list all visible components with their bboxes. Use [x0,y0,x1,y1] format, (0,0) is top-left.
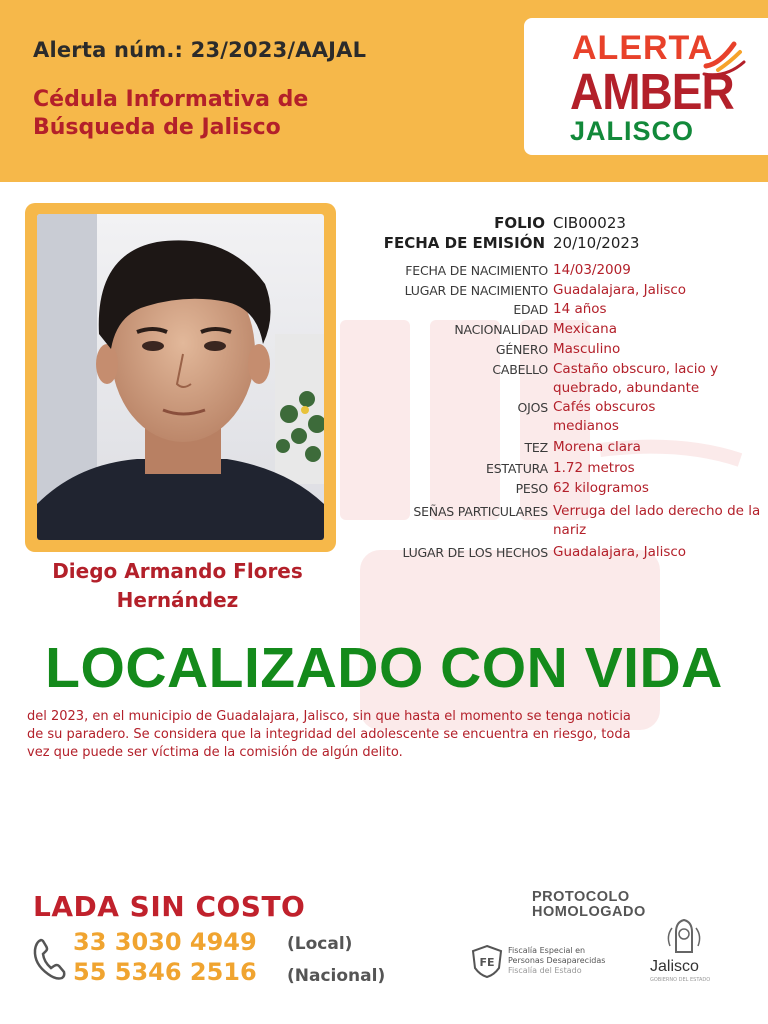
photo-frame [25,203,336,552]
folio-label: FOLIO [494,214,545,232]
signal-waves-icon [700,34,746,80]
logo-alerta-text: ALERTA [572,29,714,67]
jalisco-subtitle: GOBIERNO DEL ESTADO [650,977,711,983]
fiscalia-text [508,946,638,976]
field-label: PESO [515,481,548,496]
field-label: CABELLO [492,362,548,377]
field-value: Mexicana [553,321,617,337]
protocolo-line2: HOMOLOGADO [532,904,646,920]
field-label: LUGAR DE LOS HECHOS [402,545,548,560]
fiscalia-line2: Personas Desaparecidas [508,956,606,965]
field-value: 62 kilogramos [553,480,649,496]
field-value: 14/03/2009 [553,262,631,278]
fiscalia-line3: Fiscalía del Estado [508,966,582,975]
phone-national-number[interactable]: 55 5346 2516 [73,958,257,986]
status-localizado-banner: LOCALIZADO CON VIDA [45,636,723,700]
fiscalia-badge-text: FE [479,956,495,969]
protocolo-homologado [532,890,646,920]
fiscalia-line1: Fiscalía Especial en [508,946,586,955]
alerta-amber-logo [524,18,768,155]
field-label: TEZ [524,440,548,455]
person-name [0,557,355,615]
lada-sin-costo-title: LADA SIN COSTO [33,890,306,923]
person-photo [37,214,324,540]
field-value: Guadalajara, Jalisco [553,282,687,298]
field-label: NACIONALIDAD [454,322,548,337]
person-portrait-image [37,214,324,540]
field-value: Castaño obscuro, lacio y quebrado, abundante [553,361,719,396]
field-label: FECHA DE NACIMIENTO [405,263,548,278]
case-description [27,708,742,762]
field-value: 14 años [553,301,607,317]
jalisco-seal-icon [662,916,706,956]
description-line3: vez que puede ser víctima de la comisión de algún delito. [27,745,403,760]
field-label: SEÑAS PARTICULARES [413,504,548,519]
header-banner [0,0,768,182]
fecha-emision-label: FECHA DE EMISIÓN [383,234,545,252]
alert-number: Alerta núm.: 23/2023/AAJAL [33,38,367,62]
folio-value: CIB00023 [553,214,626,232]
phone-local-tag: (Local) [287,934,353,954]
phone-icon [32,936,68,982]
field-label: GÉNERO [495,342,548,357]
jalisco-wordmark: Jalisco [650,958,699,975]
field-label: LUGAR DE NACIMIENTO [404,283,548,298]
cedula-title [33,86,308,142]
field-label: ESTATURA [486,461,548,476]
field-value: Verruga del lado derecho de la nariz [553,503,761,538]
phone-national-tag: (Nacional) [287,966,386,986]
person-name-line2: Hernández [116,588,239,612]
cedula-title-line1: Cédula Informativa de [33,87,309,112]
field-value: Masculino [553,341,621,357]
fecha-emision-value: 20/10/2023 [553,234,640,252]
logo-jalisco-text: JALISCO [570,116,695,146]
fiscalia-shield-icon [470,944,504,978]
field-value: Morena clara [553,439,641,455]
description-line2: de su paradero. Se considera que la integridad del adolescente se encuentra en riesgo, toda [27,727,631,742]
cedula-title-line2: Búsqueda de Jalisco [33,115,281,140]
field-label: OJOS [517,400,548,415]
field-value: 1.72 metros [553,460,635,476]
logo-amber-text: AMBER [570,62,734,121]
description-line1: del 2023, en el municipio de Guadalajara, Jalisco, sin que hasta el momento se tenga noticia [27,709,631,724]
field-value: Guadalajara, Jalisco [553,544,687,560]
field-label: EDAD [513,302,548,317]
phone-local-number[interactable]: 33 3030 4949 [73,928,257,956]
field-value: Cafés obscuros medianos [553,399,656,434]
person-name-line1: Diego Armando Flores [52,559,303,583]
protocolo-line1: PROTOCOLO [532,889,630,905]
